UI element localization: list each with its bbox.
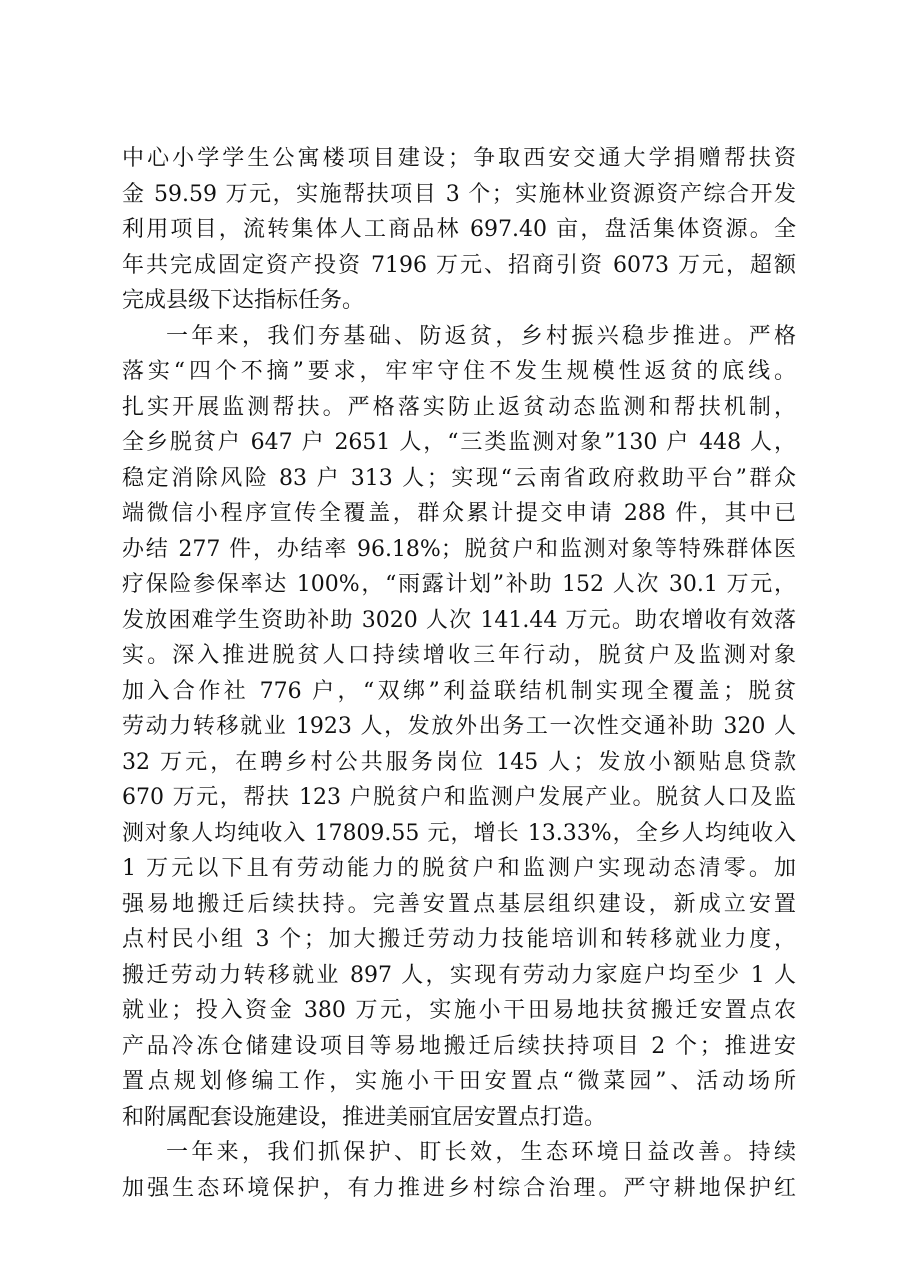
text-line: 就业；投入资金 380 万元，实施小干田易地扶贫搬迁安置点农 <box>122 998 796 1023</box>
text-line: 年共完成固定资产投资 7196 万元、招商引资 6073 万元，超额 <box>122 252 796 278</box>
text-line: 一年来，我们抓保护、盯长效，生态环境日益改善。持续 <box>166 1140 796 1165</box>
text-line: 和附属配套设施建设，推进美丽宜居安置点打造。 <box>122 1104 607 1130</box>
text-line: 利用项目，流转集体人工商品林 697.40 亩，盘活集体资源。全 <box>122 217 796 242</box>
text-line: 32 万元，在聘乡村公共服务岗位 145 人；发放小额贴息贷款 <box>122 749 796 775</box>
text-line: 发放困难学生资助补助 3020 人次 141.44 万元。助农增收有效落 <box>122 607 796 633</box>
text-line: 稳定消除风险 83 户 313 人；实现“云南省政府救助平台”群众 <box>122 465 796 491</box>
text-line: 中心小学学生公寓楼项目建设；争取西安交通大学捐赠帮扶资 <box>122 146 796 171</box>
text-line: 扎实开展监测帮扶。严格落实防止返贫动态监测和帮扶机制， <box>122 394 796 420</box>
text-line: 劳动力转移就业 1923 人，发放外出务工一次性交通补助 320 人 <box>122 714 796 739</box>
text-line: 疗保险参保率达 100%，“雨露计划”补助 152 人次 30.1 万元， <box>122 572 796 597</box>
text-line: 落实“四个不摘”要求，牢牢守住不发生规模性返贫的底线。 <box>122 359 796 384</box>
text-line: 全乡脱贫户 647 户 2651 人，“三类监测对象”130 户 448 人， <box>122 430 796 455</box>
text-line: 完成县级下达指标任务。 <box>122 288 365 313</box>
text-line: 端微信小程序宣传全覆盖，群众累计提交申请 288 件，其中已 <box>122 501 796 526</box>
text-line: 实。深入推进脱贫人口持续增收三年行动，脱贫户及监测对象 <box>122 643 796 668</box>
text-line: 加强生态环境保护，有力推进乡村综合治理。严守耕地保护红 <box>122 1175 796 1201</box>
text-line: 搬迁劳动力转移就业 897 人，实现有劳动力家庭户均至少 1 人 <box>122 962 796 988</box>
text-line: 加入合作社 776 户，“双绑”利益联结机制实现全覆盖；脱贫 <box>122 678 796 704</box>
text-line: 点村民小组 3 个；加大搬迁劳动力技能培训和转移就业力度， <box>122 927 796 952</box>
text-line: 测对象人均纯收入 17809.55 元，增长 13.33%，全乡人均纯收入 <box>122 820 796 846</box>
text-line: 金 59.59 万元，实施帮扶项目 3 个；实施林业资源资产综合开发 <box>122 181 796 207</box>
text-line: 670 万元，帮扶 123 户脱贫户和监测户发展产业。脱贫人口及监 <box>122 785 796 810</box>
text-line: 一年来，我们夯基础、防返贫，乡村振兴稳步推进。严格 <box>166 323 796 349</box>
text-line: 办结 277 件，办结率 96.18%；脱贫户和监测对象等特殊群体医 <box>122 536 796 562</box>
text-line: 产品冷冻仓储建设项目等易地搬迁后续扶持项目 2 个；推进安 <box>122 1033 796 1059</box>
text-line: 置点规划修编工作，实施小干田安置点“微菜园”、活动场所 <box>122 1069 796 1094</box>
document-body <box>122 141 796 1206</box>
text-line: 强易地搬迁后续扶持。完善安置点基层组织建设，新成立安置 <box>122 891 796 917</box>
text-line: 1 万元以下且有劳动能力的脱贫户和监测户实现动态清零。加 <box>122 856 796 881</box>
